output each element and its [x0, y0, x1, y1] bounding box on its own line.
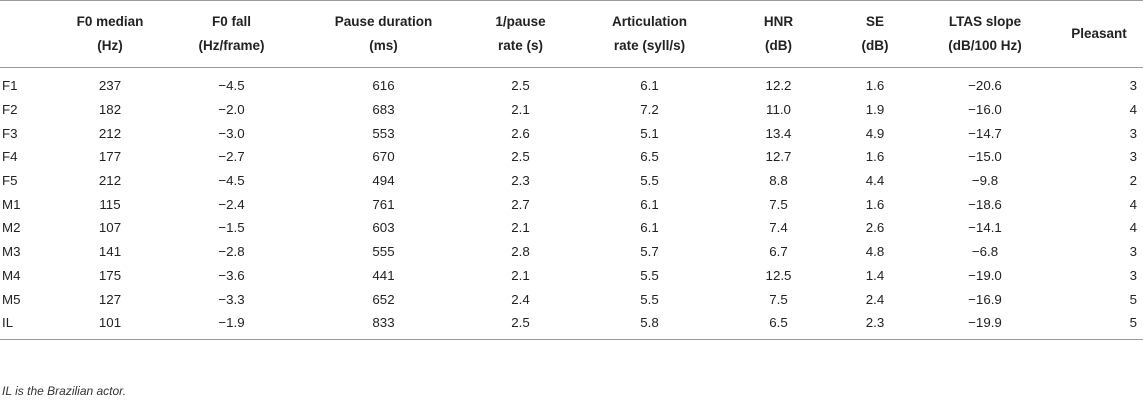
cell-pause-duration: 761: [372, 196, 395, 212]
cell-se: 1.9: [865, 102, 885, 118]
cell-pleasant: 2: [1129, 173, 1137, 189]
cell-f0-fall: −3.3: [218, 291, 245, 307]
cell-ltas-slope: −16.0: [968, 102, 1002, 118]
cell-f0-fall: −3.0: [218, 125, 245, 141]
cell-pause-rate: 2.1: [511, 102, 530, 118]
header-line1: LTAS slope: [948, 14, 1022, 29]
header-cell-pause-rate: [464, 1, 577, 68]
header-cell-f0-fall: [160, 1, 303, 68]
cell-f0-fall: −2.8: [218, 244, 245, 260]
cell-hnr: 13.4: [765, 125, 792, 141]
cell-pleasant: 3: [1129, 244, 1137, 260]
cell-ltas-slope: −14.1: [968, 220, 1002, 236]
cell-f0-median: 182: [98, 102, 122, 118]
cell-pleasant: 3: [1129, 125, 1137, 141]
table-footnote: IL is the Brazilian actor.: [2, 384, 127, 398]
cell-speaker-id: M5: [2, 291, 21, 307]
cell-speaker-id: F3: [2, 125, 18, 141]
cell-articulation-rate: 6.1: [640, 78, 659, 94]
cell-ltas-slope: −20.6: [968, 78, 1002, 94]
cell-se: 4.8: [865, 244, 885, 260]
table-row: [0, 192, 1143, 216]
cell-f0-fall: −2.7: [218, 149, 245, 165]
cell-pleasant: 3: [1129, 78, 1137, 94]
header-cell-f0-median: [60, 1, 160, 68]
header-line1: Pleasant: [1071, 26, 1127, 41]
cell-pause-rate: 2.3: [511, 173, 530, 189]
cell-ltas-slope: −19.9: [915, 311, 1055, 339]
cell-hnr: 7.5: [769, 196, 788, 212]
cell-f0-median: 141: [98, 244, 122, 260]
cell-se: 1.6: [865, 78, 885, 94]
cell-hnr: 12.5: [765, 267, 792, 283]
cell-hnr: 6.5: [722, 311, 835, 339]
header-line2: (dB): [861, 38, 889, 53]
header-line2: rate (s): [497, 38, 543, 53]
cell-hnr: 7.5: [769, 291, 788, 307]
header-line2: (Hz/frame): [198, 38, 265, 53]
cell-hnr: 8.8: [769, 173, 788, 189]
table-row: [0, 264, 1143, 288]
header-line1: F0 median: [76, 14, 144, 29]
cell-ltas-slope: −18.6: [968, 196, 1002, 212]
cell-pause-rate: 2.8: [511, 244, 530, 260]
header-cell-se: [835, 1, 915, 68]
cell-pause-duration: 833: [303, 311, 464, 339]
cell-ltas-slope: −14.7: [968, 125, 1002, 141]
cell-ltas-slope: −16.9: [968, 291, 1002, 307]
cell-se: 4.4: [865, 173, 885, 189]
cell-ltas-slope: −15.0: [968, 149, 1002, 165]
header-line2: (dB/100 Hz): [948, 38, 1022, 53]
cell-pause-rate: 2.1: [511, 267, 530, 283]
header-cell-articulation-rate: [577, 1, 722, 68]
table-row: [0, 287, 1143, 311]
cell-articulation-rate: 5.5: [640, 291, 659, 307]
cell-pause-duration: 553: [372, 125, 395, 141]
cell-speaker-id: F4: [2, 149, 18, 165]
header-line1: Articulation: [611, 14, 687, 29]
cell-pleasant: 5: [1129, 291, 1137, 307]
cell-f0-fall: −1.9: [160, 311, 303, 339]
header-cell-id: [0, 1, 60, 68]
cell-hnr: 7.4: [769, 220, 788, 236]
cell-pause-duration: 603: [372, 220, 395, 236]
cell-f0-median: 107: [98, 220, 122, 236]
cell-pause-duration: 683: [372, 102, 395, 118]
cell-articulation-rate: 5.1: [640, 125, 659, 141]
header-line1: 1/pause: [495, 14, 546, 29]
cell-pleasant: 4: [1129, 196, 1137, 212]
header-line2: (ms): [369, 38, 398, 53]
cell-ltas-slope: −19.0: [968, 267, 1002, 283]
cell-se: 1.6: [865, 149, 885, 165]
header-cell-ltas-slope: [915, 1, 1055, 68]
header-cell-pleasant: [1055, 1, 1143, 68]
cell-f0-fall: −4.5: [218, 78, 245, 94]
cell-f0-median: 177: [98, 149, 122, 165]
cell-se: 2.4: [865, 291, 885, 307]
cell-articulation-rate: 6.1: [640, 220, 659, 236]
cell-articulation-rate: 6.5: [640, 149, 659, 165]
table-row: [0, 121, 1143, 145]
cell-pleasant: 5: [1055, 311, 1143, 339]
cell-f0-median: 175: [98, 267, 122, 283]
cell-pause-rate: 2.1: [511, 220, 530, 236]
cell-f0-fall: −2.4: [218, 196, 245, 212]
header-cell-hnr: [722, 1, 835, 68]
header-line2: rate (syll/s): [613, 38, 686, 53]
cell-articulation-rate: 6.1: [640, 196, 659, 212]
cell-hnr: 12.7: [765, 149, 792, 165]
cell-f0-median: 101: [60, 311, 160, 339]
cell-hnr: 12.2: [765, 78, 792, 94]
cell-speaker-id: M3: [2, 244, 21, 260]
table-row: [0, 216, 1143, 240]
table-row: [0, 240, 1143, 264]
cell-hnr: 6.7: [769, 244, 788, 260]
cell-articulation-rate: 7.2: [640, 102, 659, 118]
cell-f0-median: 237: [98, 78, 122, 94]
cell-f0-median: 115: [99, 196, 121, 212]
cell-speaker-id: M1: [2, 196, 21, 212]
table-row: [0, 311, 1143, 339]
cell-speaker-id: M4: [2, 267, 21, 283]
cell-pause-duration: 670: [372, 149, 395, 165]
cell-se: 4.9: [865, 125, 885, 141]
cell-pause-duration: 616: [372, 78, 395, 94]
cell-pleasant: 4: [1129, 102, 1137, 118]
header-row: [0, 1, 1143, 68]
cell-pause-rate: 2.5: [464, 311, 577, 339]
cell-se: 1.6: [865, 196, 885, 212]
header-cell-pause-duration: [303, 1, 464, 68]
cell-f0-fall: −4.5: [218, 173, 245, 189]
cell-pause-rate: 2.5: [511, 78, 530, 94]
cell-se: 1.4: [865, 267, 885, 283]
cell-f0-fall: −3.6: [218, 267, 245, 283]
cell-pause-rate: 2.7: [511, 196, 530, 212]
cell-speaker-id: M2: [2, 220, 21, 236]
cell-pause-duration: 494: [372, 173, 395, 189]
cell-speaker-id: F1: [2, 78, 18, 94]
cell-pleasant: 3: [1129, 267, 1137, 283]
header-line1: HNR: [763, 14, 794, 29]
cell-ltas-slope: −6.8: [971, 244, 999, 260]
header-line1: SE: [865, 14, 884, 29]
cell-pleasant: 3: [1129, 149, 1137, 165]
cell-pause-rate: 2.5: [511, 149, 530, 165]
cell-articulation-rate: 5.5: [640, 173, 659, 189]
cell-articulation-rate: 5.7: [640, 244, 659, 260]
table-row: [0, 145, 1143, 169]
cell-hnr: 11.0: [766, 102, 791, 118]
header-line2: (dB): [765, 38, 792, 53]
cell-f0-median: 212: [98, 173, 122, 189]
cell-articulation-rate: 5.5: [640, 267, 659, 283]
cell-f0-median: 127: [98, 291, 122, 307]
table-row: [0, 98, 1143, 122]
header-line1: Pause duration: [334, 14, 433, 29]
cell-pause-duration: 555: [372, 244, 395, 260]
cell-pleasant: 4: [1129, 220, 1137, 236]
cell-f0-fall: −1.5: [218, 220, 245, 236]
cell-pause-duration: 652: [372, 291, 395, 307]
cell-pause-rate: 2.6: [511, 125, 530, 141]
cell-speaker-id: IL: [0, 311, 60, 339]
cell-ltas-slope: −9.8: [971, 173, 999, 189]
cell-se: 2.3: [835, 311, 915, 339]
cell-speaker-id: F2: [2, 102, 18, 118]
cell-f0-median: 212: [98, 125, 122, 141]
header-line1: F0 fall: [211, 14, 251, 29]
table-row: [0, 169, 1143, 193]
cell-pause-rate: 2.4: [511, 291, 530, 307]
cell-articulation-rate: 5.8: [577, 311, 722, 339]
table-row: [0, 68, 1143, 98]
cell-speaker-id: F5: [2, 173, 18, 189]
cell-se: 2.6: [865, 220, 885, 236]
header-line2: (Hz): [97, 38, 123, 53]
cell-f0-fall: −2.0: [218, 102, 245, 118]
cell-pause-duration: 441: [372, 267, 395, 283]
